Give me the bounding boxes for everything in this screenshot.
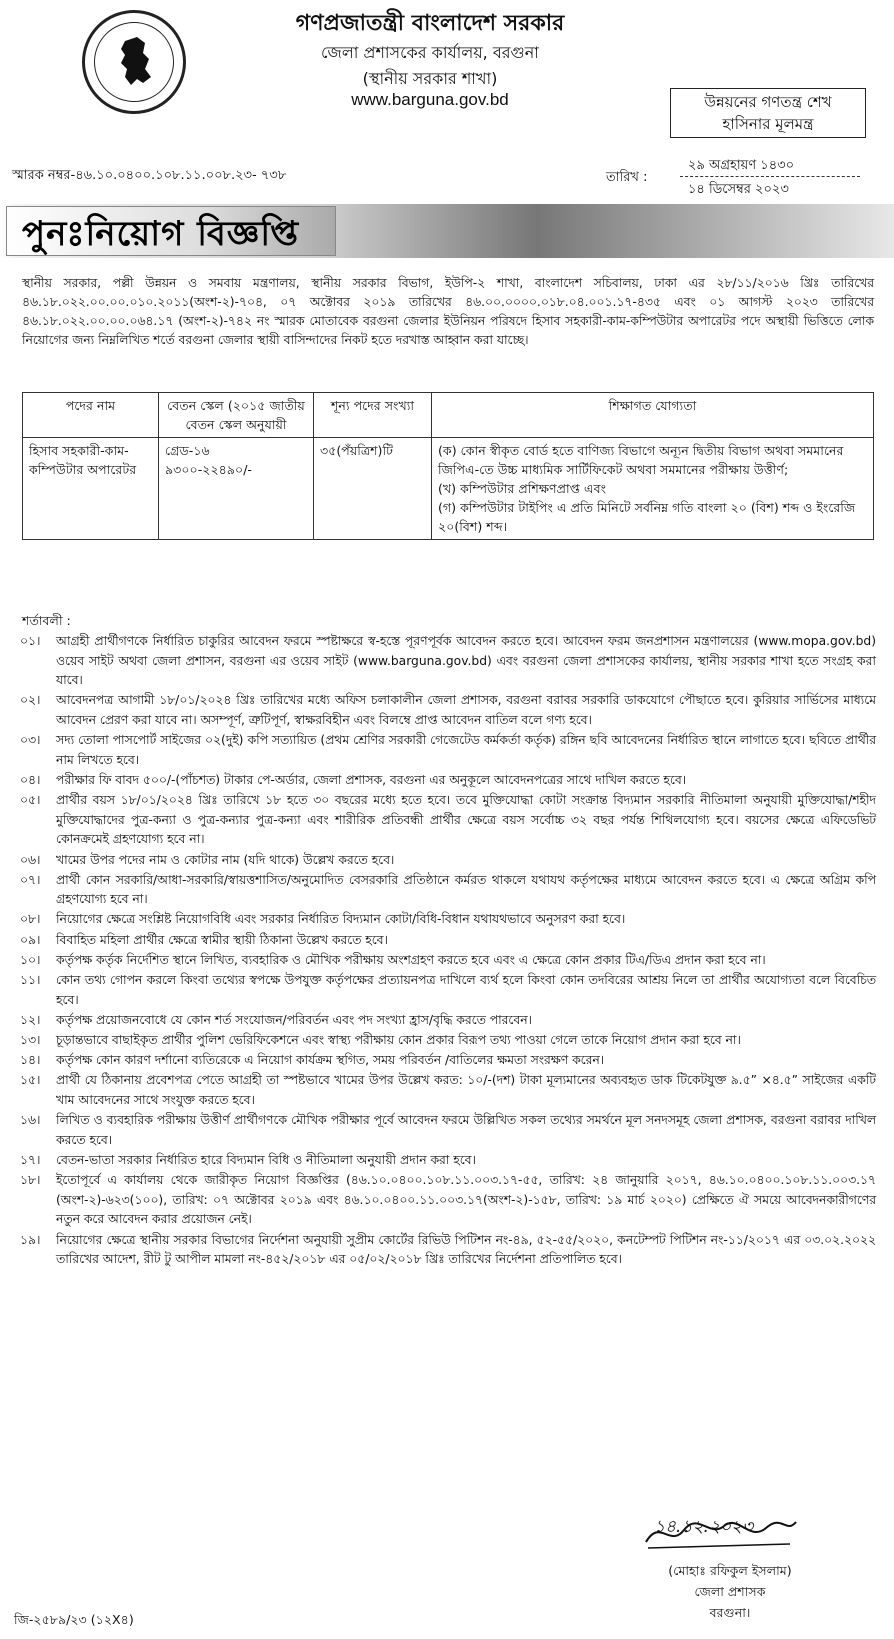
signatory-designation: জেলা প্রশাসক bbox=[694, 1584, 766, 1599]
term-item bbox=[20, 791, 876, 850]
website-link[interactable]: www.barguna.gov.bd bbox=[351, 90, 509, 109]
term-item bbox=[20, 971, 876, 1010]
term-number: ০২। bbox=[20, 693, 41, 708]
term-text: প্রার্থী যে ঠিকানায় প্রবেশপত্র পেতে আগ্রহী তা স্পষ্টভাবে খামের উপর উল্লেখ করত: ১০/-(দশ) টাকা মূল্যমানের অব্যবহৃত ডাক টিকেটযুক্ত ৯.৫” ×৪.৫” সাইজের একটি খাম আবেদনের সাথে সংযুক্ত করতে হবে। bbox=[56, 1073, 876, 1107]
date-divider bbox=[680, 176, 860, 177]
term-item bbox=[20, 910, 876, 930]
table-row bbox=[23, 438, 874, 540]
term-text: কর্তৃপক্ষ প্রয়োজনবোধে যে কোন শর্ত সংযোজন/পরিবর্তন এবং পদ সংখ্যা হ্রাস/বৃদ্ধি করতে পারবেন। bbox=[56, 1012, 532, 1027]
table-header-row bbox=[23, 393, 874, 438]
term-item bbox=[20, 771, 876, 791]
page-title: পুনঃনিয়োগ বিজ্ঞপ্তি bbox=[22, 214, 300, 254]
term-item bbox=[20, 871, 876, 910]
term-text: বিবাহিত মহিলা প্রার্থীর ক্ষেত্রে স্বামীর স্থায়ী ঠিকানা উল্লেখ করতে হবে। bbox=[56, 932, 388, 947]
motto-line-1: উন্নয়নের গণতন্ত্র শেখ bbox=[704, 93, 832, 111]
qualification-item: (খ) কম্পিউটার প্রশিক্ষণপ্রাপ্ত এবং bbox=[438, 481, 607, 496]
memo-number: স্মারক নম্বর-৪৬.১০.০৪০০.১০৮.১১.০০৮.২৩- ৭৩৮ bbox=[12, 168, 287, 183]
term-text: নিয়োগের ক্ষেত্রে স্থানীয় সরকার বিভাগের নির্দেশনা অনুযায়ী সুপ্রীম কোর্টের রিভিউ পিটিশন নং-৪৯, ৫২-৫৫/২০২০, কনটেম্পট পিটিশন নং-১১/২০১৭ এর ০৩.০২.২০২২ তারিখের আদেশ, রীট টু আপীল মামলা নং-৪৫২/২০১৮ এর ০৫/০২/২০১৮ খ্রিঃ তারিখের নির্দেশনা প্রতিপালিত হবে। bbox=[56, 1232, 876, 1267]
term-number: ১৭। bbox=[20, 1152, 41, 1167]
cell-scale-range: ৯৩০০-২২৪৯০/- bbox=[165, 462, 252, 477]
term-number: ০৩। bbox=[20, 733, 41, 748]
term-item bbox=[20, 1031, 876, 1051]
term-text: ইতোপূর্বে এ কার্যালয় থেকে জারীকৃত নিয়োগ বিজ্ঞপ্তির (৪৬.১০.০৪০০.১০৮.১১.০০৩.১৭-৫৫, তারিখ: ২৪ জানুয়ারি ২০১৭, ৪৬.১০.০৪০০.১০৮.১১.০০৩.১৭ (অংশ-২)-৬২৩(১০০), তারিখ: ০৭ অক্টোবর ২০১৯ এবং ৪৬.১০.০৪০০.১১.০০৩.১৭(অংশ-২)-১৫৮, তারিখ: ১৯ মার্চ ২০২০) প্রেক্ষিতে ঐ সময়ে আবেদনকারীগণের নতুন করে আবেদন করার প্রয়োজন নেই। bbox=[56, 1173, 876, 1227]
term-number: ০৯। bbox=[20, 932, 41, 947]
term-number: ১৪। bbox=[20, 1053, 41, 1068]
col-header-post: পদের নাম bbox=[23, 393, 159, 438]
term-number: ১৩। bbox=[20, 1033, 41, 1047]
term-number: ১৬। bbox=[20, 1113, 41, 1128]
term-text: আগ্রহী প্রার্থীগণকে নির্ধারিত চাকুরির আবেদন ফরমে স্পষ্টাক্ষরে স্ব-হস্তে পূরণপূর্বক আবেদন করতে হবে। আবেদন ফরম জনপ্রশাসন মন্ত্রণালয়ের (www.mopa.gov.bd) ওয়েব সাইট অথবা জেলা প্রশাসন, বরগুনা এর ওয়েব সাইট (www.barguna.gov.bd) এবং বরগুনা জেলা প্রশাসকের কার্যালয়, স্থানীয় সরকার শাখা হতে সংগ্রহ করা যাবে। bbox=[56, 634, 876, 688]
footer-reference: জি-২৫৮৯/২৩ (১২X৪) bbox=[14, 1612, 134, 1627]
motto-line-2: হাসিনার মূলমন্ত্র bbox=[722, 115, 814, 133]
term-number: ১৫। bbox=[20, 1073, 41, 1088]
term-item bbox=[20, 931, 876, 951]
term-item bbox=[20, 1111, 876, 1150]
term-number: ১৮। bbox=[20, 1173, 41, 1188]
term-item bbox=[20, 1011, 876, 1031]
cell-vacancy: ৩৫(পঁয়ত্রিশ)টি bbox=[314, 438, 432, 540]
term-text: সদ্য তোলা পাসপোর্ট সাইজের ০২(দুই) কপি সত্যায়িত (প্রথম শ্রেণির সরকারী গেজেটেড কর্মকর্তা কর্তৃক) রঙ্গিন ছবি আবেদনের নির্ধারিত স্থানে লাগাতে হবে। ছবিতে প্রার্থীর নাম লিখতে হবে। bbox=[56, 733, 876, 767]
term-item bbox=[20, 731, 876, 770]
date-label: তারিখ : bbox=[606, 170, 648, 185]
terms-heading: শর্তাবলী : bbox=[22, 613, 71, 628]
term-text: আবেদনপত্র আগামী ১৮/০১/২০২৪ খ্রিঃ তারিখের মধ্যে অফিস চলাকালীন জেলা প্রশাসক, বরগুনা বরাবর সরকারি ডাকযোগে পৌছাতে হবে। কুরিয়ার সার্ভিসের মাধ্যমে আবেদন প্রেরণ করা যাবে না। অসম্পূর্ণ, ত্রুটিপূর্ণ, স্বাক্ষরবিহীন এবং বিলম্বে প্রাপ্ত আবেদন বাতিল বলে গণ্য হবে। bbox=[56, 693, 876, 727]
term-number: ১৯। bbox=[20, 1232, 41, 1247]
intro-paragraph: স্থানীয় সরকার, পল্লী উন্নয়ন ও সমবায় মন্ত্রণালয়, স্থানীয় সরকার বিভাগ, ইউপি-২ শাখা, বাংলাদেশ সচিবালয়, ঢাকা এর ২৮/১১/২০১৬ খ্রিঃ তারিখের ৪৬.১৮.০২২.০০.০০.০১০.২০১১(অংশ-২)-৭০৪, ০৭ অক্টোবর ২০১৯ তারিখের ৪৬.০০.০০০০.০১৮.০৪.০০১.১৭-৪৩৫ এবং ০১ আগস্ট ২০২৩ তারিখের ৪৬.১৮.০২২.০০.০০.০৬৪.১৭ (অংশ-২)-৭৪২ নং স্মারক মোতাবেক বরগুনা জেলার ইউনিয়ন পরিষদে হিসাব সহকারী-কাম-কম্পিউটার অপারেটর পদে অস্থায়ী ভিত্তিতে লোক নিয়োগের জন্য নিম্নলিখিত শর্তে বরগুনা জেলার স্থায়ী বাসিন্দাদের নিকট হতে দরখাস্ত আহ্বান করা যাচ্ছে। bbox=[22, 276, 874, 347]
signature-date: ১৪.১২.২০২৩ bbox=[654, 1517, 754, 1537]
term-number: ১২। bbox=[20, 1012, 41, 1027]
term-number: ১১। bbox=[20, 973, 41, 988]
term-item bbox=[20, 1151, 876, 1171]
term-item bbox=[20, 851, 876, 871]
office-name: জেলা প্রশাসকের কার্যালয়, বরগুনা bbox=[321, 43, 539, 62]
cell-post: হিসাব সহকারী-কাম-কম্পিউটার অপারেটর bbox=[23, 438, 159, 540]
term-text: কোন তথ্য গোপন করলে কিংবা তথ্যের স্বপক্ষে উপযুক্ত কর্তৃপক্ষের প্রত্যায়নপত্র দাখিলে ব্যর্থ হলে কিংবা কোন তদবিরের আশ্রয় নিলে তা প্রার্থীর অযোগ্যতা বলে বিবেচিত হবে। bbox=[56, 973, 876, 1007]
date-bangla: ২৯ অগ্রহায়ণ ১৪৩০ bbox=[688, 158, 795, 173]
term-text: লিখিত ও ব্যবহারিক পরীক্ষায় উত্তীর্ণ প্রার্থীগণকে মৌখিক পরীক্ষার পূর্বে আবেদন ফরমে উল্লিখিত সকল তথ্যের সমর্থনে মূল সনদসমূহ জেলা প্রশাসক, বরগুনা বরাবর দাখিল করতে হবে। bbox=[56, 1113, 876, 1147]
term-item bbox=[20, 1051, 876, 1071]
signatory-name: (মোহাঃ রফিকুল ইসলাম) bbox=[668, 1563, 792, 1578]
bangladesh-map-icon bbox=[85, 13, 183, 111]
term-number: ০৭। bbox=[20, 872, 41, 887]
cell-grade: গ্রেড-১৬ bbox=[165, 443, 210, 458]
term-text: কর্তৃপক্ষ কোন কারণ দর্শানো ব্যতিরেকে এ নিয়োগ কার্যক্রম স্থগিত, সময় পরিবর্তন /বাতিলের ক্ষমতা সংরক্ষণ করেন। bbox=[56, 1053, 605, 1068]
branch-name: (স্থানীয় সরকার শাখা) bbox=[362, 69, 498, 88]
term-item bbox=[20, 691, 876, 730]
government-seal bbox=[82, 10, 186, 114]
qualification-item: (গ) কম্পিউটার টাইপিং এ প্রতি মিনিটে সর্বনিম্ন গতি বাংলা ২০ (বিশ) শব্দ ও ইংরেজি ২০(বিশ) শব্দ। bbox=[438, 500, 856, 534]
signatory-block bbox=[625, 1560, 835, 1623]
government-name: গণপ্রজাতন্ত্রী বাংলাদেশ সরকার bbox=[295, 11, 565, 36]
term-number: ০৮। bbox=[20, 912, 41, 927]
terms-list bbox=[20, 632, 876, 1270]
signatory-location: বরগুনা। bbox=[709, 1605, 751, 1620]
term-item bbox=[20, 632, 876, 691]
qualification-item: (ক) কোন স্বীকৃত বোর্ড হতে বাণিজ্য বিভাগে অন্যূন দ্বিতীয় বিভাগ অথবা সমমানের জিপিএ-তে উচ্চ মাধ্যমিক সার্টিফিকেট অথবা সমমানের পরীক্ষায় উত্তীর্ণ; bbox=[438, 443, 844, 477]
motto-box bbox=[670, 88, 866, 138]
term-number: ০৪। bbox=[20, 772, 41, 787]
term-item bbox=[20, 1071, 876, 1110]
col-header-scale: বেতন স্কেল (২০১৫ জাতীয় বেতন স্কেল অনুযায়ী bbox=[159, 393, 314, 438]
cell-scale bbox=[159, 438, 314, 540]
term-number: ১০। bbox=[20, 952, 41, 967]
term-item bbox=[20, 951, 876, 971]
term-text: বেতন-ভাতা সরকার নির্ধারিত হারে বিদ্যমান বিধি ও নীতিমালা অনুযায়ী প্রদান করা হবে। bbox=[56, 1152, 476, 1167]
cell-qualification bbox=[432, 438, 874, 540]
col-header-qualification: শিক্ষাগত যোগ্যতা bbox=[432, 393, 874, 438]
term-text: কর্তৃপক্ষ কর্তৃক নির্দেশিত স্থানে লিখিত, ব্যবহারিক ও মৌখিক পরীক্ষায় অংশগ্রহণ করতে হবে এবং এ ক্ষেত্রে কোন প্রকার টিএ/ডিএ প্রদান করা হবে না। bbox=[56, 952, 766, 967]
term-number: ০১। bbox=[20, 634, 41, 648]
term-text: প্রার্থীর বয়স ১৮/০১/২০২৪ খ্রিঃ তারিখে ১৮ হতে ৩০ বছরের মধ্যে হতে হবে। তবে মুক্তিযোদ্ধা কোটা সংক্রান্ত বিদ্যমান সরকারি নীতিমালা অনুযায়ী মুক্তিযোদ্ধা/শহীদ মুক্তিযোদ্ধাদের পুত্র-কন্যা ও পুত্র-কন্যার পুত্র-কন্যা এবং শারীরিক প্রতিবন্ধী প্রার্থীর ক্ষেত্রে বয়স সর্বোচ্চ ৩২ বছর পর্যন্ত শিথিলযোগ্য হবে। বয়সের ক্ষেত্রে এফিডেভিট কোনক্রমেই গ্রহণযোগ্য হবে না। bbox=[56, 793, 876, 847]
term-text: পরীক্ষার ফি বাবদ ৫০০/-(পাঁচশত) টাকার পে-অর্ডার, জেলা প্রশাসক, বরগুনা এর অনুকূলে আবেদনপত্রের সাথে দাখিল করতে হবে। bbox=[56, 772, 687, 787]
term-text: নিয়োগের ক্ষেত্রে সংশ্লিষ্ট নিয়োগবিধি এবং সরকার নির্ধারিত বিদ্যমান কোটা/বিধি-বিধান যথাযথভাবে অনুসরণ করা হবে। bbox=[56, 912, 626, 927]
term-text: চূড়ান্তভাবে বাছাইকৃত প্রার্থীর পুলিশ ভেরিফিকেশনে এবং স্বাস্থ্য পরীক্ষায় কোন প্রকার বিরূপ তথ্য পাওয়া গেলে তাকে নিয়োগ প্রদান করা হবে না। bbox=[56, 1033, 741, 1047]
term-item bbox=[20, 1231, 876, 1270]
term-text: খামের উপর পদের নাম ও কোটার নাম (যদি থাকে) উল্লেখ করতে হবে। bbox=[56, 852, 395, 867]
posts-table bbox=[22, 392, 874, 540]
date-english: ১৪ ডিসেম্বর ২০২৩ bbox=[688, 182, 789, 197]
term-item bbox=[20, 1171, 876, 1230]
col-header-vacancy: শূন্য পদের সংখ্যা bbox=[314, 393, 432, 438]
term-text: প্রার্থী কোন সরকারি/আধা-সরকারি/স্বায়ত্তশাসিত/অনুমোদিত বেসরকারি প্রতিষ্ঠানে কর্মরত থাকলে যথাযথ কর্তৃপক্ষের মাধ্যমে আবেদন করতে হবে। এ ক্ষেত্রে অগ্রিম কপি গ্রহণযোগ্য হবে না। bbox=[56, 872, 876, 907]
term-number: ০৬। bbox=[20, 852, 41, 867]
term-number: ০৫। bbox=[20, 793, 41, 808]
